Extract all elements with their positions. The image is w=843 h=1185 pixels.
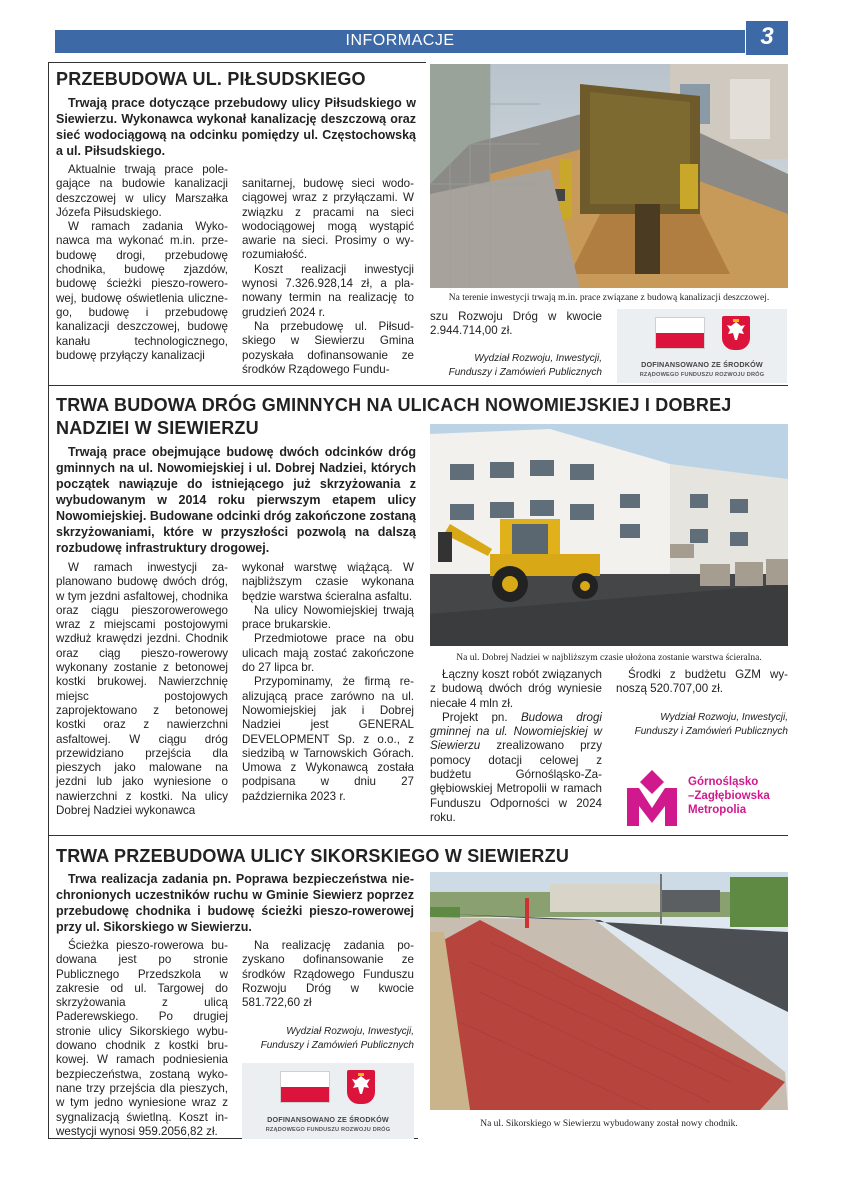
funding-badge-line1: DOFINANSOWANO ZE ŚRODKÓW [641, 360, 763, 369]
article2-column-1 [56, 561, 228, 818]
article2-photo-caption: Na ul. Dobrej Nadziei w najbliższym czasie ułożona zostanie warstwa ścieralna. [456, 653, 762, 663]
article-divider-2 [48, 835, 788, 836]
article3-col1-paragraph: Ścieżka pieszo-rowerowa budowana jest po stronie Publicznego Przedszkola w zakresie od ul. Targowej do skrzyżowania z ulicą Paderewskiego. Po drugiej stronie ulicy Sikorskiego wybudowano chodnik z kostki brukowej. W ramach podniesienia bezpieczeństwa, zostaną wykonane trzy przejścia dla pieszych, w tym jedno wyniesione wraz z sygnalizacją świetlną. Koszt inwestycji wynosi 959.2056,82 zł. [56, 939, 228, 1138]
white-eagle-emblem-icon [347, 1070, 375, 1104]
article1-col2-paragraph: Na przebudowę ul. Piłsudskiego w Siewierzu Gmina pozyskała dofinansowanie ze środków Rządowego Fundu- [242, 319, 414, 376]
article2-col2-paragraph: Przypominamy, że firmą realizującą prace zarówno na ul. Nowomiejskiej jak i Dobrej Nadziei jest GENERAL DEVELOPMENT Sp. z o.o., z siedzibą w Tarnowskich Górach. Umowa z Wykonawcą została podpisana w dniu 27 października 2023 r. [242, 675, 414, 803]
gzm-metropolia-logo [622, 765, 782, 831]
article3-lead: Trwa realizacja zadania pn. Poprawa bezpieczeństwa niechronionych uczestników ruchu w Gminie Siewierz poprzez przebudowę chodnika i budowę ścieżki pieszo-rowerowej przy ul. Sikorskiego w Siewierzu. [56, 872, 414, 934]
article3-column-2 [242, 939, 414, 1010]
article1-col1-paragraph: W ramach zadania Wykonawca ma wykonać m.in. przebudowę drogi, przebudowę chodnika, budowę zjazdów, budowę ścieżki pieszo-rowerowej, budowę oświetlenia ulicznego, budowę i przebudowę kanalizacji deszczowej, budowę kanału technologicznego, budowę przyłączy kanalizacji [56, 220, 228, 362]
gzm-logo-text [688, 775, 770, 817]
page-number-box [746, 21, 788, 55]
gzm-logo-line: Metropolia [688, 804, 747, 816]
article2-col4-paragraph: Środki z budżetu GZM wynoszą 520.707,00 zł. [616, 668, 788, 696]
gzm-logo-line: –Zagłębiowska [688, 790, 770, 802]
article1-funding-badge [617, 309, 787, 383]
section-label: INFORMACJE [345, 32, 455, 49]
article1-col2-paragraph: sanitarnej, budowę sieci wodociągowej wraz z przyłączami. W związku z pracami na sieci wodociągowej mogą wystąpić awarie na sieci. Prosimy o wyrozumiałość. [242, 177, 414, 262]
page-number: 3 [760, 23, 774, 50]
article1-col1-paragraph: Aktualnie trwają prace polegające na budowie kanalizacji deszczowej w ulicy Marszałka Józefa Piłsudskiego. [56, 163, 228, 219]
text-run: zrealizowano przy pomocy dotacji celowej z budżetu Górnośląsko-Zagłębiowskiej Metropolii w ramach Funduszu Odporności w 2024 roku. [430, 739, 602, 824]
article2-col2-paragraph: Na ulicy Nowomiejskiej trwają prace brukarskie. [242, 603, 414, 632]
funding-badge-line2: RZĄDOWEGO FUNDUSZU ROZWOJU DRÓG [265, 1127, 391, 1133]
poland-flag-icon [655, 317, 705, 349]
article2-col3-paragraph [430, 711, 602, 825]
signature-line: Wydział Rozwoju, Inwestycji, [474, 353, 602, 364]
article1-column-2 [242, 177, 414, 377]
article1-signature [420, 352, 602, 379]
signature-line: Wydział Rozwoju, Inwestycji, [286, 1026, 414, 1037]
article1-column-1 [56, 163, 228, 363]
article2-col3-paragraph: Łączny koszt robót związanych z budową dwóch dróg wyniesie niecałe 4 mln zł. [430, 668, 602, 710]
article1-column-3: szu Rozwoju Dróg w kwocie 2.944.714,00 zł. [430, 310, 602, 338]
section-header-bar [55, 30, 745, 53]
article1-col2-paragraph: Koszt realizacji inwestycji wynosi 7.326.928,14 zł, a planowany termin na realizację to grudzień 2024 r. [242, 262, 414, 319]
article1-left-rule [48, 62, 49, 385]
article3-col2-paragraph: Na realizację zadania pozyskano dofinansowanie ze środków Rządowego Funduszu Rozwoju Dróg w kwocie 581.722,60 zł [242, 939, 414, 1010]
signature-line: Funduszy i Zamówień Publicznych [634, 725, 788, 737]
poland-flag-icon [280, 1071, 330, 1103]
article3-photo-sidewalk [430, 872, 788, 1110]
article3-funding-badge [242, 1063, 414, 1139]
white-eagle-emblem-icon [722, 316, 750, 350]
article2-col2-paragraph: wykonał warstwę wiążącą. W najbliższym czasie wykonana będzie warstwa ścieralna asfaltu. [242, 561, 414, 603]
article1-photo-caption: Na terenie inwestycji trwają m.in. prace związane z budową kanalizacji deszczowej. [448, 293, 770, 303]
signature-line: Funduszy i Zamówień Publicznych [260, 1039, 414, 1051]
article2-photo-excavator [430, 424, 788, 646]
article2-col2-paragraph: Przedmiotowe prace na obu ulicach mają zostać zakończone do 27 lipca br. [242, 632, 414, 675]
text-run: Projekt pn. [442, 710, 521, 724]
article2-col1-paragraph: W ramach inwestycji zaplanowano budowę dwóch dróg, w tym jezdni asfaltowej, chodnika oraz ciągu pieszorowerowego wraz z miejscami postojowymi wzdłuż krawędzi jezdni. Chodnik oraz ciąg pieszo-rowerowy wykonany zostanie z betonowej kostki brukowej. Nawierzchnię miejsc postojowych zaprojektowano z betonowej kostki oraz z nawierzchni asfaltowej. W ciągu dróg przewidziano przejścia dla pieszych jako malowane na jezdni lub jako wyniesione o nawierzchni z kostki. Na ulicy Dobrej Nadziei wykonawca [56, 561, 228, 818]
article1-title: PRZEBUDOWA UL. PIŁSUDSKIEGO [56, 69, 366, 89]
gzm-logo-line: Górnośląsko [688, 776, 759, 788]
article2-lead: Trwają prace obejmujące budowę dwóch odcinków dróg gminnych na ul. Nowomiejskiej i ul. Dobrej Nadziei, których początek nawiązuje do istniejącego już skrzyżowania z wybudowanym w 2014 roku pierwszym etapem ulicy Nowomiejskiej. Budowane odcinki dróg zakończone zostaną skrzyżowaniami, które w przyszłości pozwolą na dalszą rozbudowę infrastruktury drogowej. [56, 445, 416, 555]
article2-title-line: NADZIEI W SIEWIERZU [56, 418, 259, 438]
article3-column-1 [56, 939, 228, 1139]
article2-left-rule [48, 385, 49, 835]
funding-badge-line1: DOFINANSOWANO ZE ŚRODKÓW [267, 1115, 389, 1124]
signature-line: Wydział Rozwoju, Inwestycji, [660, 712, 788, 723]
article3-photo-caption: Na ul. Sikorskiego w Siewierzu wybudowany został nowy chodnik. [480, 1119, 738, 1129]
article1-lead: Trwają prace dotyczące przebudowy ulicy Piłsudskiego w Siewierzu. Wykonawca wykonał kanalizację deszczową oraz sieć wodociągową na odcinku pomiędzy ul. Częstochowską a ul. Piłsudskiego. [56, 96, 416, 158]
article2-column-2 [242, 561, 414, 804]
project-name-italic: Budowa drogi gminnej na ul. Nowomiejskiej w Siewierzu [430, 710, 602, 753]
article2-signature [606, 711, 788, 738]
article3-left-rule [48, 835, 49, 1138]
article3-title: TRWA PRZEBUDOWA ULICY SIKORSKIEGO W SIEWIERZU [56, 846, 570, 866]
article1-top-rule [48, 62, 426, 63]
article2-column-3 [430, 668, 602, 825]
funding-badge-line2: RZĄDOWEGO FUNDUSZU ROZWOJU DRÓG [639, 372, 765, 378]
article2-title-line: TRWA BUDOWA DRÓG GMINNYCH NA ULICACH NOWOMIEJSKIEJ I DOBREJ [56, 395, 732, 415]
article2-column-4 [616, 668, 788, 697]
article1-photo-excavation [430, 64, 788, 288]
article3-signature [232, 1025, 414, 1052]
article-divider-1 [48, 385, 788, 386]
signature-line: Funduszy i Zamówień Publicznych [448, 366, 602, 378]
gzm-logo-mark-icon [622, 768, 682, 828]
